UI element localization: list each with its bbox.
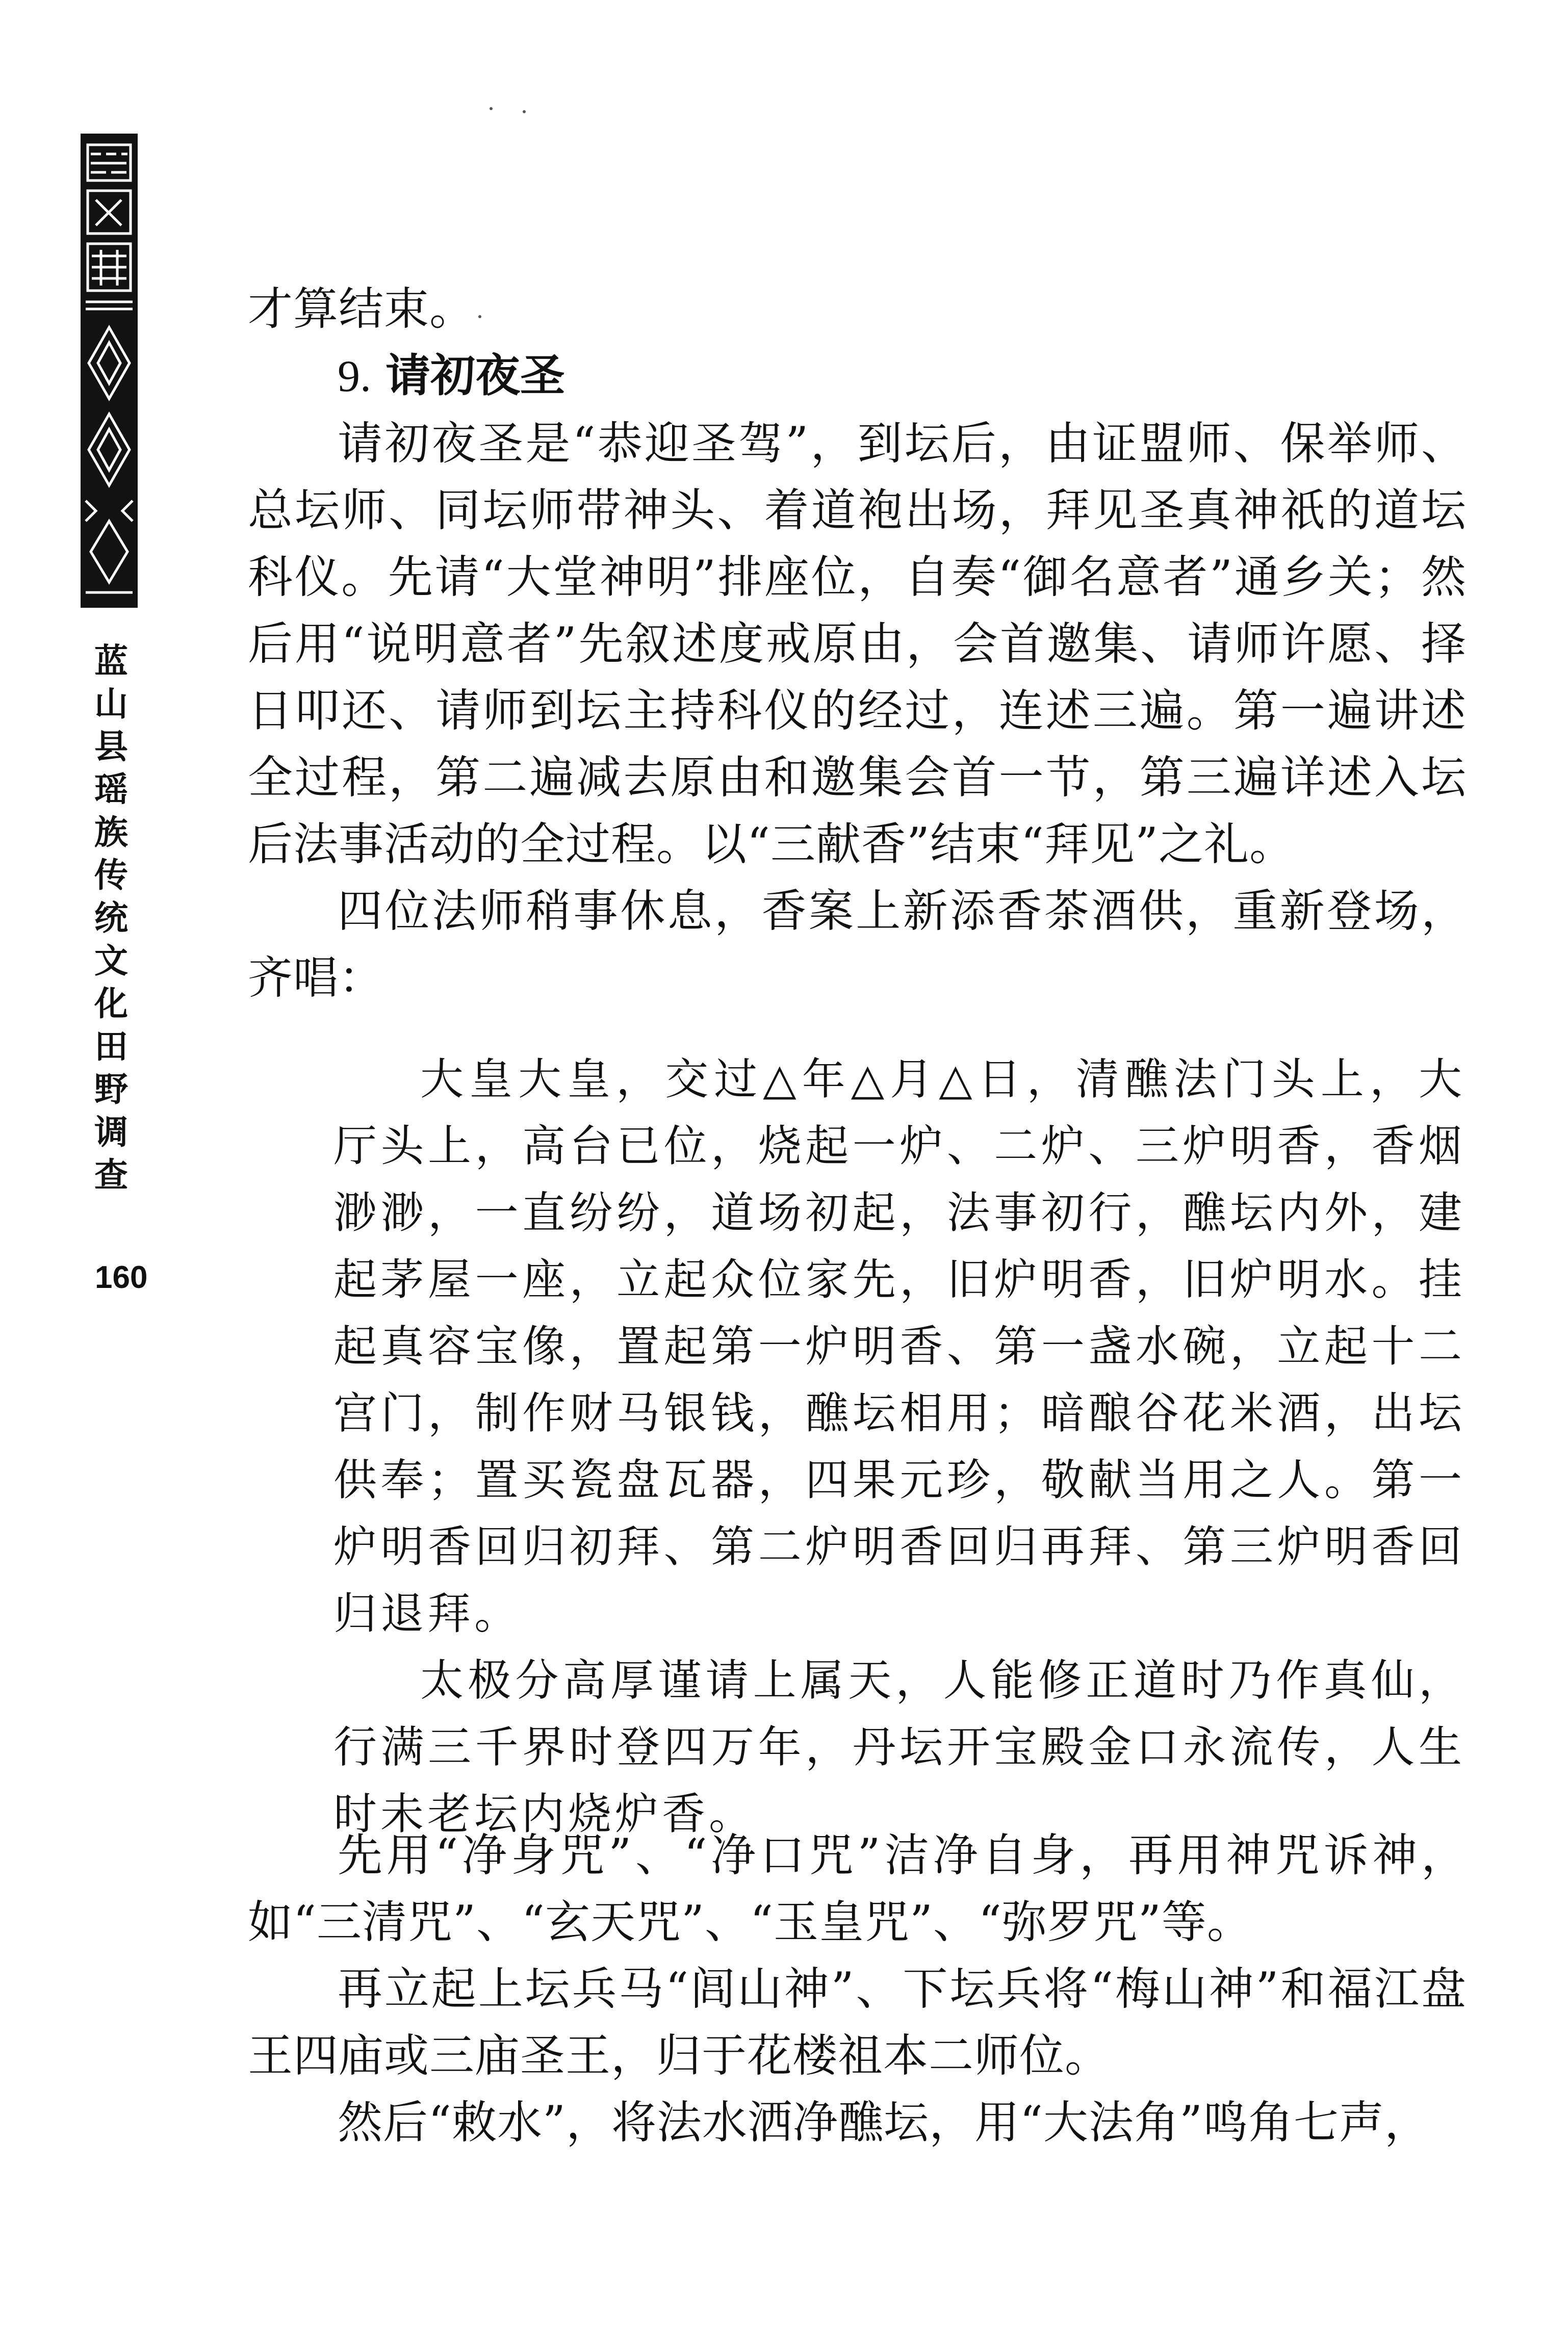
page-number: 160: [95, 1260, 148, 1295]
scan-speck: [523, 110, 526, 113]
paragraph-3: 先用“净身咒”、“净口咒”洁净自身，再用神咒诉神，如“三清咒”、“玄天咒”、“玉皇咒”、“弥罗咒”等。: [248, 1829, 1467, 1948]
chant-paragraph-2: 太极分高厚谨请上属天，人能修正道时乃作真仙，行满三千界时登四万年，丹坛开宝殿金口永流传，人生时未老坛内烧炉香。: [333, 1656, 1466, 1840]
paragraph-2: 四位法师稍事休息，香案上新添香茶酒供，重新登场，齐唱：: [248, 885, 1467, 1004]
paragraph-4: 再立起上坛兵马“闾山神”、下坛兵将“梅山神”和福江盘王四庙或三庙圣王，归于花楼祖本二师位。: [248, 1962, 1467, 2082]
paragraph-1: 请初夜圣是“恭迎圣驾”，到坛后，由证盟师、保举师、总坛师、同坛师带神头、着道袍出场，拜见圣真神祇的道坛科仪。先请“大堂神明”排座位，自奏“御名意者”通乡关；然后用“说明意者”先叙述度戒原由，会首邀集、请师许愿、择日叩还、请师到坛主持科仪的经过，连述三遍。第一遍讲述全过程，第二遍减去原由和邀集会首一节，第三遍详述入坛后法事活动的全过程。以“三献香”结束“拜见”之礼。: [248, 417, 1467, 870]
section-heading: [248, 342, 1467, 410]
section-number: 9.: [338, 352, 371, 401]
chant-block: [333, 1046, 1466, 1848]
main-text-top: [248, 275, 1467, 1011]
book-title-vertical: 蓝山县瑶族传统文化田野调查: [94, 641, 128, 1195]
section-title: 请初夜圣: [385, 349, 565, 402]
decorative-banner: [81, 134, 138, 608]
intro-line: 才算结束。: [248, 282, 475, 335]
scan-speck: [490, 107, 493, 110]
banner-pattern-icon: [81, 134, 138, 608]
paragraph-5: 然后“敕水”，将法水洒净醮坛，用“大法角”鸣角七声，: [338, 2096, 1430, 2149]
main-text-bottom: [248, 1822, 1467, 2156]
chant-paragraph-1: 大皇大皇，交过△年△月△日，清醮法门头上，大厅头上，高台已位，烧起一炉、二炉、三炉明香，香烟渺渺，一直纷纷，道场初起，法事初行，醮坛内外，建起茅屋一座，立起众位家先，旧炉明香，旧炉明水。挂起真容宝像，置起第一炉明香、第一盏水碗，立起十二宫门，制作财马银钱，醮坛相用；暗酿谷花米酒，出坛供奉；置买瓷盘瓦器，四果元珍，敬献当用之人。第一炉明香回归初拜、第二炉明香回归再拜、第三炉明香回归退拜。: [333, 1054, 1466, 1639]
